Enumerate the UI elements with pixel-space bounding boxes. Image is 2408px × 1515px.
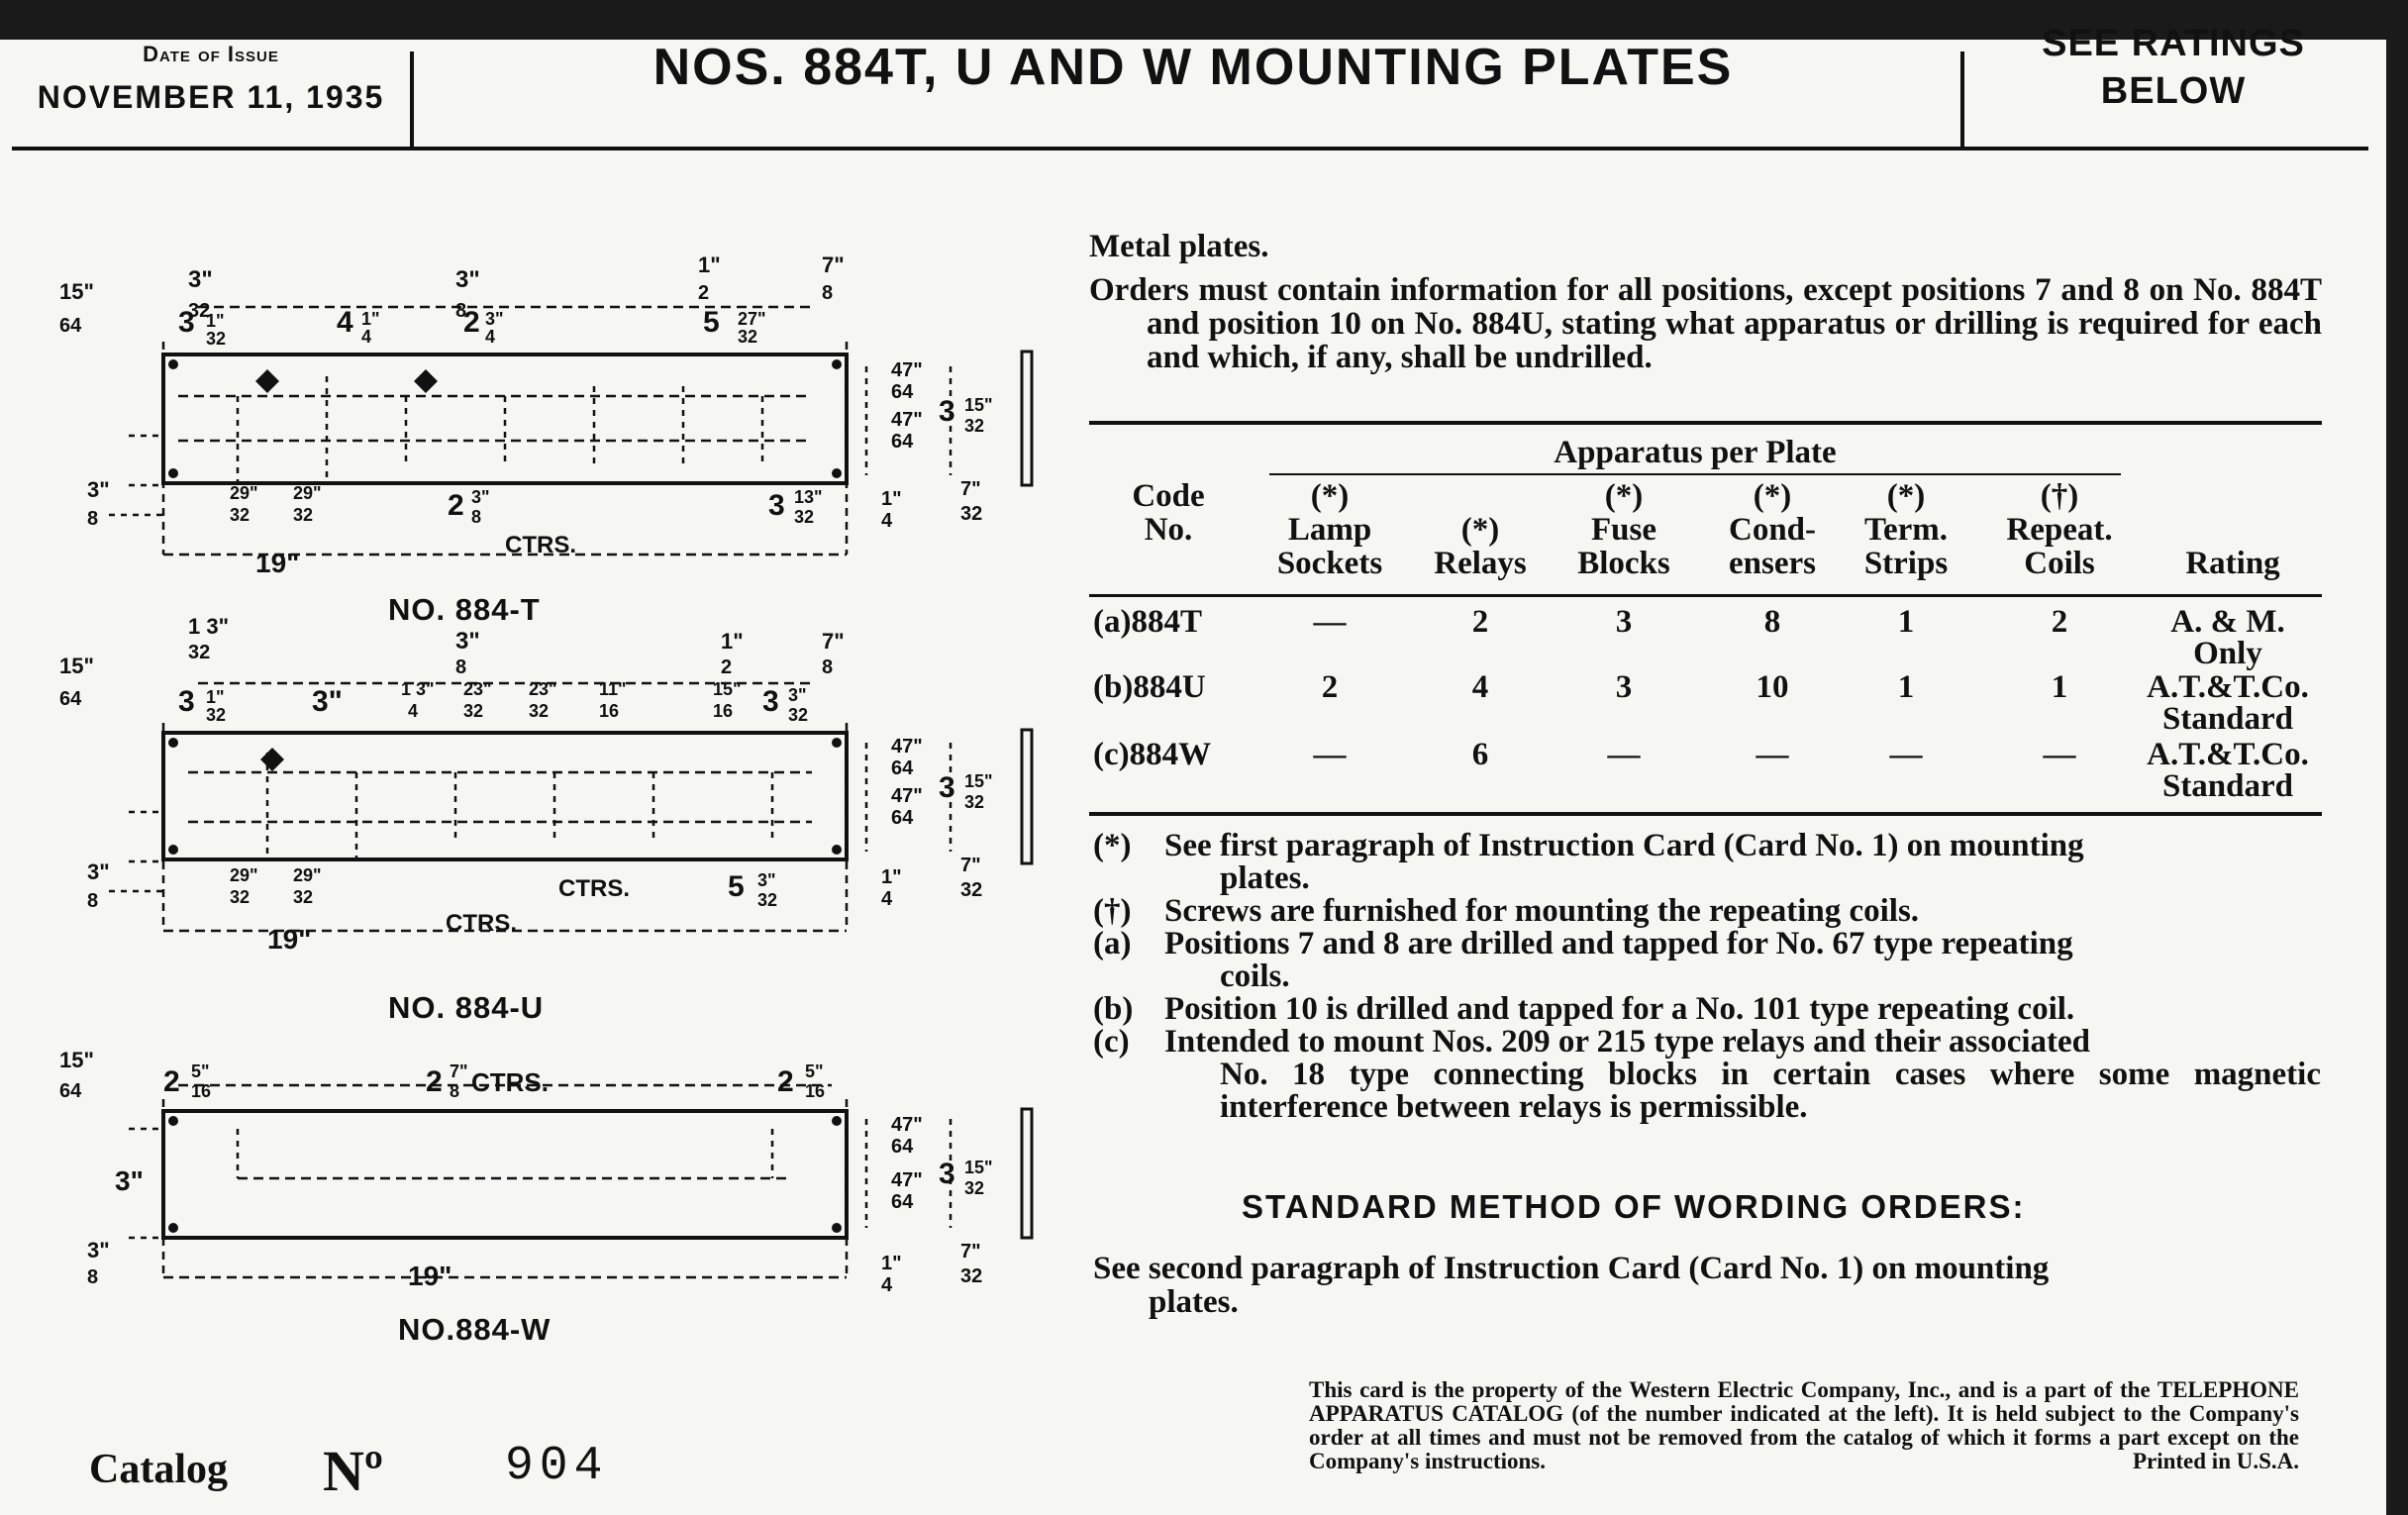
svg-text:23": 23" [463, 679, 492, 699]
svg-text:8: 8 [455, 656, 467, 678]
svg-text:1": 1" [881, 866, 902, 888]
u-ctrs-label-2: CTRS. [446, 910, 517, 937]
col-line2: Rating [2185, 546, 2280, 581]
svg-text:8: 8 [87, 1266, 99, 1288]
ratings-line-1: SEE RATINGS [2042, 23, 2305, 64]
svg-text:8: 8 [455, 300, 467, 322]
svg-text:15": 15" [964, 1158, 993, 1177]
w-ctrs-label: CTRS. [471, 1067, 549, 1097]
svg-text:3: 3 [768, 489, 785, 522]
svg-text:32: 32 [964, 792, 985, 812]
svg-text:64: 64 [59, 1080, 82, 1102]
note-text: Intended to mount Nos. 209 or 215 type relays and their associated [1164, 1024, 2091, 1060]
row-lamp-sockets: 2 [1321, 669, 1339, 705]
svg-text:32: 32 [738, 327, 758, 347]
svg-text:1": 1" [206, 311, 225, 331]
svg-text:3": 3" [188, 266, 213, 293]
svg-text:3: 3 [939, 1158, 955, 1190]
svg-text:32: 32 [794, 507, 815, 527]
svg-text:16: 16 [713, 701, 734, 721]
svg-text:3": 3" [87, 859, 110, 884]
svg-text:7": 7" [960, 855, 981, 876]
svg-text:1": 1" [881, 1253, 902, 1274]
svg-text:3": 3" [485, 309, 504, 329]
svg-text:4: 4 [337, 306, 353, 339]
svg-text:29": 29" [230, 483, 258, 503]
svg-text:2: 2 [463, 306, 480, 339]
svg-text:29": 29" [230, 865, 258, 885]
svg-text:32: 32 [960, 503, 983, 525]
note-continuation: No. 18 type connecting blocks in certain cases where some magnetic interference between relays is permissible. [1220, 1057, 2321, 1125]
plate-884t-label: NO. 884-T [388, 592, 541, 627]
svg-text:11": 11" [599, 679, 627, 699]
row-code: (b)884U [1093, 669, 1206, 705]
svg-text:64: 64 [891, 381, 914, 403]
row-rating [2134, 739, 2322, 802]
svg-text:2: 2 [448, 489, 464, 522]
date-of-issue-label: Date of Issue [143, 42, 279, 66]
col-line2: Blocks [1577, 546, 1670, 581]
header-divider-left [410, 51, 414, 151]
svg-text:13": 13" [794, 487, 823, 507]
svg-text:1": 1" [721, 629, 744, 654]
col-mark: (*) [1886, 478, 1926, 514]
row-repeat-coils: 1 [2051, 669, 2068, 705]
row-condensers: 10 [1756, 669, 1789, 705]
svg-text:32: 32 [529, 701, 550, 721]
svg-text:15": 15" [59, 654, 94, 678]
svg-text:3": 3" [312, 685, 343, 718]
note-mark: (a) [1093, 926, 1132, 961]
table-header-rule [1089, 594, 2322, 597]
svg-text:3": 3" [455, 628, 480, 655]
svg-text:3: 3 [178, 306, 195, 339]
note-text: Screws are furnished for mounting the repeating coils. [1164, 893, 1920, 929]
row-fuse-blocks: 3 [1615, 604, 1633, 640]
row-term-strips: 1 [1897, 669, 1915, 705]
row-lamp-sockets: — [1313, 604, 1347, 640]
note-mark: (b) [1093, 991, 1134, 1027]
catalog-no-mark: Nº [323, 1439, 384, 1503]
row-code: (a)884T [1093, 604, 1202, 640]
svg-text:1": 1" [206, 687, 225, 707]
col-lamp-sockets-header [1255, 479, 1404, 580]
svg-text:3": 3" [455, 266, 480, 293]
plate-884u-label: NO. 884-U [388, 990, 545, 1025]
col-line1: Cond- [1728, 512, 1817, 548]
svg-text:3": 3" [87, 477, 110, 502]
standard-line-2: plates. [1149, 1284, 1239, 1320]
svg-text:1 3": 1 3" [401, 679, 435, 699]
note-mark: (*) [1093, 828, 1132, 863]
col-line2: Coils [2024, 546, 2095, 581]
header-rule [12, 147, 2368, 151]
row-rating [2134, 671, 2322, 735]
svg-text:7": 7" [822, 252, 845, 277]
svg-text:5: 5 [703, 306, 720, 339]
note-mark: (†) [1093, 893, 1132, 929]
svg-text:64: 64 [891, 1136, 914, 1158]
svg-text:16: 16 [191, 1081, 212, 1101]
svg-text:64: 64 [891, 758, 914, 779]
svg-text:4: 4 [485, 327, 496, 347]
group-header-rule [1269, 473, 2121, 475]
svg-text:15": 15" [964, 395, 993, 415]
svg-text:15": 15" [59, 1048, 94, 1072]
svg-text:4: 4 [361, 327, 372, 347]
col-mark: (†) [2040, 478, 2079, 514]
row-condensers: — [1756, 737, 1789, 772]
col-line2: Strips [1863, 546, 1949, 581]
page-title: NOS. 884T, U AND W MOUNTING PLATES [652, 39, 1734, 96]
row-term-strips: — [1889, 737, 1923, 772]
svg-text:64: 64 [891, 1191, 914, 1213]
col-line2: Sockets [1276, 546, 1383, 581]
svg-text:5": 5" [191, 1061, 210, 1081]
col-mark: (*) [1310, 478, 1350, 514]
svg-text:16: 16 [599, 701, 620, 721]
col-line2: Relays [1434, 546, 1527, 581]
see-ratings-note [1980, 20, 2366, 115]
svg-text:64: 64 [59, 315, 82, 337]
row-term-strips: 1 [1897, 604, 1915, 640]
orders-text: Orders must contain information for all positions, except positions 7 and 8 on No. 884T and position 10 on No. 884U, stating what apparatus or drilling is required for each and which, if any, shall be undrilled. [1089, 272, 2322, 375]
col-repeat-coils-header [1985, 479, 2134, 580]
svg-text:64: 64 [59, 688, 82, 710]
catalog-label: Catalog [89, 1447, 228, 1492]
rating-line-1: A. & M. [2170, 604, 2285, 640]
col-relays-header [1416, 513, 1545, 580]
svg-text:3": 3" [87, 1238, 110, 1262]
svg-text:3": 3" [757, 870, 776, 890]
col-fuse-blocks-header [1559, 479, 1688, 580]
svg-text:4: 4 [881, 510, 893, 532]
row-repeat-coils: — [2043, 737, 2076, 772]
w-length-label: 19" [408, 1261, 452, 1291]
col-mark: (*) [1604, 478, 1644, 514]
apparatus-group-header: Apparatus per Plate [1554, 435, 1837, 470]
svg-text:32: 32 [188, 300, 211, 322]
rating-line-2: Only [2193, 636, 2262, 671]
u-ctrs-label-1: CTRS. [558, 875, 630, 902]
col-term-strips-header [1842, 479, 1970, 580]
svg-text:4: 4 [408, 701, 419, 721]
svg-text:3: 3 [939, 771, 955, 804]
metal-plates-text: Metal plates. [1089, 229, 1269, 264]
col-line1: Lamp [1287, 512, 1372, 548]
svg-text:3: 3 [178, 685, 195, 718]
svg-text:8: 8 [450, 1081, 460, 1101]
t-ctrs-label: CTRS. [505, 532, 576, 558]
row-relays: 6 [1471, 737, 1489, 772]
table-notes [1093, 830, 2321, 1124]
svg-text:32: 32 [463, 701, 484, 721]
svg-text:29": 29" [293, 865, 322, 885]
svg-text:47": 47" [891, 785, 923, 807]
header-divider-right [1960, 51, 1964, 151]
svg-text:32: 32 [188, 642, 211, 663]
note-dagger [1093, 895, 2321, 928]
date-of-issue-value: NOVEMBER 11, 1935 [37, 79, 385, 115]
svg-text:32: 32 [964, 1178, 985, 1198]
svg-text:2: 2 [721, 656, 733, 678]
table-bottom-rule [1089, 812, 2322, 816]
svg-text:47": 47" [891, 359, 923, 381]
note-a [1093, 928, 2321, 993]
property-notice [1309, 1378, 2299, 1473]
svg-text:8: 8 [87, 890, 99, 912]
note-continuation: plates. [1220, 860, 1310, 896]
rating-line-1: A.T.&T.Co. [2147, 737, 2309, 772]
note-text: Positions 7 and 8 are drilled and tapped for No. 67 type repeating [1164, 926, 2073, 961]
col-line1: Term. [1863, 512, 1948, 548]
svg-text:15": 15" [59, 279, 94, 304]
col-code-header [1099, 479, 1238, 547]
property-notice-text: This card is the property of the Western Electric Company, Inc., and is a part of the TELEPHONE APPARATUS CATALOG (of the number indicated at the left). It is held subject to the Company's order at all times and must not be removed from the catalog of which it forms a part except on the Company's instructions. [1309, 1377, 2299, 1473]
svg-text:47": 47" [891, 1169, 923, 1191]
svg-text:32: 32 [230, 505, 251, 525]
svg-text:15": 15" [713, 679, 742, 699]
note-text: Position 10 is drilled and tapped for a No. 101 type repeating coil. [1164, 991, 2075, 1027]
svg-text:7": 7" [450, 1061, 468, 1081]
svg-text:2: 2 [698, 282, 710, 304]
note-continuation: coils. [1220, 959, 1290, 994]
svg-text:3": 3" [471, 487, 490, 507]
col-condensers-header [1703, 479, 1842, 580]
svg-text:1 3": 1 3" [188, 614, 230, 639]
svg-text:32: 32 [788, 705, 809, 725]
row-rating [2134, 606, 2322, 669]
col-line1: Code [1132, 478, 1205, 514]
row-relays: 4 [1471, 669, 1489, 705]
svg-text:64: 64 [891, 807, 914, 829]
svg-text:15": 15" [964, 771, 993, 791]
svg-text:7": 7" [822, 629, 845, 654]
col-mark: (*) [1460, 512, 1500, 548]
svg-text:3: 3 [939, 395, 955, 428]
catalog-number: 904 [505, 1440, 609, 1493]
mounting-plate-drawings [40, 238, 1089, 1406]
row-fuse-blocks: 3 [1615, 669, 1633, 705]
note-c [1093, 1026, 2321, 1124]
svg-text:4: 4 [881, 1274, 893, 1296]
svg-text:32: 32 [293, 505, 314, 525]
note-b [1093, 993, 2321, 1026]
note-mark: (c) [1093, 1024, 1130, 1060]
svg-text:4: 4 [881, 888, 893, 910]
row-code: (c)884W [1093, 737, 1212, 772]
svg-text:64: 64 [891, 431, 914, 453]
svg-text:32: 32 [206, 705, 227, 725]
svg-text:8: 8 [822, 656, 834, 678]
rating-line-1: A.T.&T.Co. [2147, 669, 2309, 705]
row-lamp-sockets: — [1313, 737, 1347, 772]
rating-line-2: Standard [2161, 768, 2294, 804]
svg-text:32: 32 [960, 1265, 983, 1287]
svg-text:8: 8 [87, 508, 99, 530]
svg-text:2: 2 [777, 1065, 794, 1098]
svg-text:23": 23" [529, 679, 557, 699]
orders-instructions [1089, 273, 2322, 374]
svg-text:32: 32 [960, 879, 983, 901]
note-asterisk [1093, 830, 2321, 895]
svg-text:2: 2 [163, 1065, 180, 1098]
svg-text:32: 32 [293, 887, 314, 907]
rating-line-2: Standard [2161, 701, 2294, 737]
svg-text:47": 47" [891, 1114, 923, 1136]
svg-text:1": 1" [361, 309, 380, 329]
svg-text:16: 16 [805, 1081, 826, 1101]
svg-text:29": 29" [293, 483, 322, 503]
row-relays: 2 [1471, 604, 1489, 640]
col-line2: No. [1144, 512, 1193, 548]
svg-text:3": 3" [788, 685, 807, 705]
col-mark: (*) [1753, 478, 1792, 514]
svg-text:27": 27" [738, 309, 766, 329]
svg-text:8: 8 [822, 282, 834, 304]
svg-text:47": 47" [891, 409, 923, 431]
col-rating-header [2144, 547, 2322, 580]
col-line1: Repeat. [2006, 512, 2113, 548]
u-length-label: 19" [267, 924, 312, 955]
plate-884w-label: NO.884-W [398, 1312, 552, 1347]
svg-text:5": 5" [805, 1061, 824, 1081]
svg-text:7": 7" [960, 1241, 981, 1262]
svg-text:32: 32 [230, 887, 251, 907]
row-fuse-blocks: — [1607, 737, 1641, 772]
printed-in-usa: Printed in U.S.A. [2132, 1449, 2299, 1473]
note-text: See first paragraph of Instruction Card (Card No. 1) on mounting [1164, 828, 2084, 863]
col-line2: ensers [1729, 546, 1816, 581]
svg-text:3": 3" [115, 1165, 144, 1196]
svg-text:8: 8 [471, 507, 482, 527]
svg-text:32: 32 [206, 329, 227, 349]
standard-line-1: See second paragraph of Instruction Card (Card No. 1) on mounting [1093, 1251, 2050, 1286]
col-line1: Fuse [1591, 512, 1656, 548]
svg-text:1": 1" [881, 488, 902, 510]
ratings-line-2: BELOW [2100, 70, 2247, 112]
row-repeat-coils: 2 [2051, 604, 2068, 640]
svg-text:32: 32 [757, 890, 778, 910]
svg-text:3: 3 [762, 685, 779, 718]
svg-text:47": 47" [891, 736, 923, 758]
standard-method-text [1093, 1252, 2321, 1319]
svg-text:32: 32 [964, 416, 985, 436]
svg-text:2: 2 [426, 1065, 443, 1098]
svg-text:1": 1" [698, 252, 721, 277]
svg-text:5: 5 [728, 870, 745, 903]
svg-text:7": 7" [960, 478, 981, 500]
table-top-rule [1089, 421, 2322, 425]
standard-method-heading: STANDARD METHOD OF WORDING ORDERS: [1242, 1188, 2026, 1225]
t-length-label: 19" [255, 548, 300, 578]
row-condensers: 8 [1763, 604, 1781, 640]
